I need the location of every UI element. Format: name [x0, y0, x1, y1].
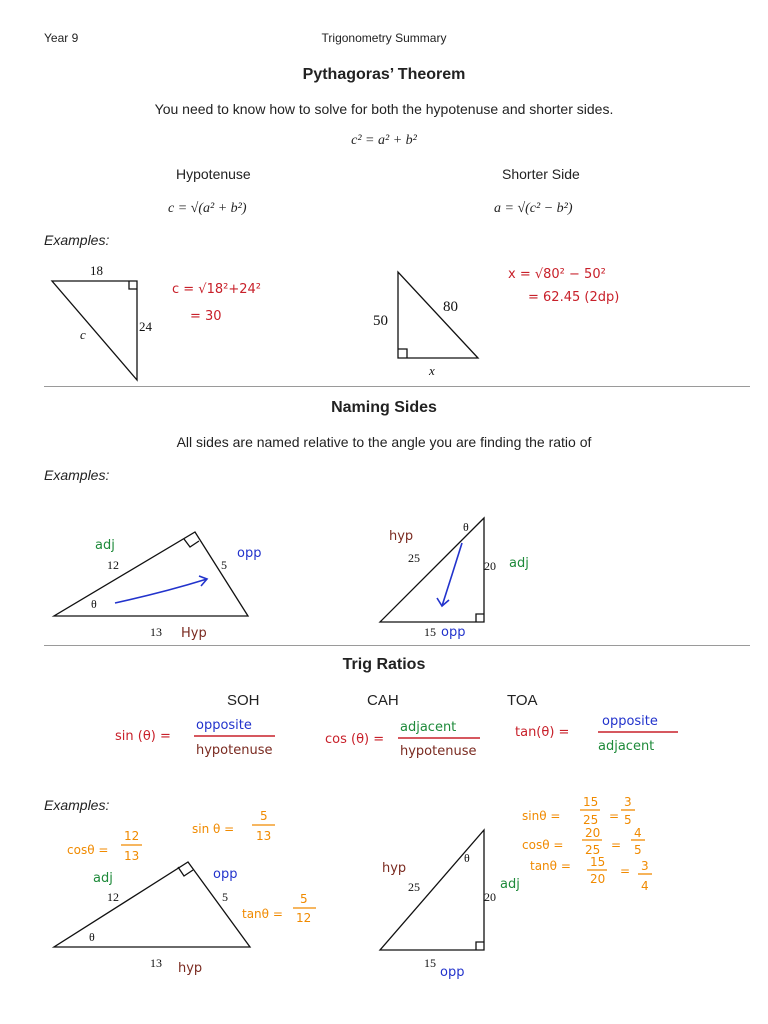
trig-ex2-cos-n2: 4 — [634, 826, 642, 840]
tan-numerator: opposite — [602, 714, 658, 729]
pyth-ex2-right-angle — [398, 349, 407, 358]
trig-ex2-sin-eq: = — [609, 809, 620, 823]
pyth-ex1-triangle — [52, 281, 137, 380]
naming-ex1-theta: θ — [91, 597, 97, 611]
naming-ex1-side-13: 13 — [150, 625, 162, 639]
naming-ex2-right-angle — [476, 614, 484, 622]
toa-label: TOA — [507, 692, 538, 709]
trig-ex2-tan-n2: 3 — [641, 859, 649, 873]
trig-ex1-adj-label: adj — [93, 871, 113, 886]
trig-ex2-cos-d2: 5 — [634, 843, 642, 857]
trig-ex2-sin-n2: 3 — [624, 795, 632, 809]
trig-ex2-cos-n1: 20 — [585, 826, 601, 840]
trig-ex1-sin-num: 5 — [260, 809, 268, 823]
hypotenuse-label: Hypotenuse — [176, 166, 251, 182]
trig-ex2-opp-label: opp — [440, 965, 465, 980]
naming-ex1-triangle — [54, 532, 248, 616]
tan-denominator: adjacent — [598, 739, 655, 754]
naming-intro: All sides are named relative to the angle you are finding the ratio of — [176, 434, 592, 450]
naming-title: Naming Sides — [331, 399, 437, 416]
trig-ex1-cos-num: 12 — [124, 829, 140, 843]
pyth-ex2-working-1: x = √80² − 50² — [508, 267, 606, 282]
trig-examples-label: Examples: — [44, 797, 110, 813]
section-divider-2 — [44, 645, 750, 646]
naming-ex2-arrow — [442, 543, 462, 606]
trig-ex1-cos-den: 13 — [124, 849, 140, 863]
trig-ex2-side-25: 25 — [408, 880, 420, 894]
pyth-ex2-side-x: x — [429, 363, 435, 378]
naming-ex2-side-15: 15 — [424, 625, 436, 639]
pythagoras-intro: You need to know how to solve for both the hypotenuse and shorter sides. — [154, 101, 614, 117]
trig-ex1-cos-lhs: cosθ = — [67, 843, 109, 857]
header-year: Year 9 — [44, 31, 79, 45]
pyth-ex1-side-18: 18 — [90, 263, 103, 278]
naming-ex2-opp-label: opp — [441, 625, 466, 640]
pyth-ex2-side-50: 50 — [373, 313, 388, 329]
pyth-ex1-side-c: c — [80, 327, 86, 342]
trig-ex1-tan-lhs: tanθ = — [242, 907, 283, 921]
trig-ex1-hyp-label: hyp — [178, 961, 203, 976]
tan-lhs: tan(θ) = — [515, 725, 570, 740]
trig-ex1-theta: θ — [89, 930, 95, 944]
trig-ex1-right-angle — [178, 867, 193, 876]
cos-denominator: hypotenuse — [400, 744, 477, 759]
pyth-ex2-working-2: = 62.45 (2dp) — [528, 290, 620, 305]
cah-label: CAH — [367, 692, 399, 709]
trig-ex1-sin-lhs: sin θ = — [192, 822, 235, 836]
trig-ex2-side-15: 15 — [424, 956, 436, 970]
trig-ex2-adj-label: adj — [500, 877, 520, 892]
trig-ex2-cos-lhs: cosθ = — [522, 838, 564, 852]
trig-ex2-tan-n1: 15 — [590, 855, 606, 869]
trig-ex1-side-12: 12 — [107, 890, 119, 904]
naming-ex2-side-25: 25 — [408, 551, 420, 565]
trig-ex2-theta: θ — [464, 851, 470, 865]
sin-denominator: hypotenuse — [196, 743, 273, 758]
naming-ex2-side-20: 20 — [484, 559, 496, 573]
pythagoras-examples-label: Examples: — [44, 232, 110, 248]
trig-ex1-side-5: 5 — [222, 890, 228, 904]
naming-ex2-adj-label: adj — [509, 556, 529, 571]
trig-ex2-tan-d1: 20 — [590, 872, 606, 886]
trig-ex2-tan-lhs: tanθ = — [530, 859, 571, 873]
pythagoras-title: Pythagoras’ Theorem — [302, 66, 466, 83]
trig-ex2-sin-n1: 15 — [583, 795, 599, 809]
cos-numerator: adjacent — [400, 720, 457, 735]
trig-ex2-triangle — [380, 830, 484, 950]
shorter-side-formula: a = √(c² − b²) — [494, 201, 573, 216]
trig-ex1-sin-den: 13 — [256, 829, 272, 843]
trig-ex2-cos-d1: 25 — [585, 843, 601, 857]
trig-ex2-sin-d1: 25 — [583, 813, 599, 827]
trig-ex2-side-20: 20 — [484, 890, 496, 904]
pyth-ex1-working-2: = 30 — [190, 309, 222, 324]
sin-lhs: sin (θ) = — [115, 729, 171, 744]
naming-ex1-adj-label: adj — [95, 538, 115, 553]
trig-ex2-cos-eq: = — [611, 838, 622, 852]
naming-ex1-side-5: 5 — [221, 558, 227, 572]
naming-ex1-hyp-label: Hyp — [181, 626, 207, 641]
soh-label: SOH — [227, 692, 260, 709]
naming-ex1-arrow — [115, 579, 207, 603]
trig-ex2-sin-lhs: sinθ = — [522, 809, 561, 823]
header-title: Trigonometry Summary — [321, 31, 447, 45]
pyth-ex1-working-1: c = √18²+24² — [172, 282, 261, 297]
naming-ex2-hyp-label: hyp — [389, 529, 414, 544]
section-divider-1 — [44, 386, 750, 387]
pyth-ex1-side-24: 24 — [139, 319, 152, 334]
trig-title: Trig Ratios — [342, 656, 426, 673]
naming-ex2-theta: θ — [463, 520, 469, 534]
trig-ex2-tan-d2: 4 — [641, 879, 649, 893]
naming-examples-label: Examples: — [44, 467, 110, 483]
naming-ex1-side-12: 12 — [107, 558, 119, 572]
trig-ex1-side-13: 13 — [150, 956, 162, 970]
naming-ex1-right-angle — [184, 539, 199, 547]
cos-lhs: cos (θ) = — [325, 732, 385, 747]
trig-ex2-tan-eq: = — [620, 864, 631, 878]
pyth-ex2-triangle — [398, 272, 478, 358]
pyth-ex1-right-angle — [129, 281, 137, 289]
pythagoras-formula: c² = a² + b² — [351, 133, 417, 148]
trig-ex2-sin-d2: 5 — [624, 813, 632, 827]
pyth-ex2-side-80: 80 — [443, 299, 458, 315]
trig-ex2-hyp-label: hyp — [382, 861, 407, 876]
trig-ex1-tan-den: 12 — [296, 911, 312, 925]
trig-ex1-opp-label: opp — [213, 867, 238, 882]
shorter-side-label: Shorter Side — [502, 166, 580, 182]
hypotenuse-formula: c = √(a² + b²) — [168, 201, 247, 216]
sin-numerator: opposite — [196, 718, 252, 733]
trig-ex1-tan-num: 5 — [300, 892, 308, 906]
naming-ex1-opp-label: opp — [237, 546, 262, 561]
trig-ex2-right-angle — [476, 942, 484, 950]
